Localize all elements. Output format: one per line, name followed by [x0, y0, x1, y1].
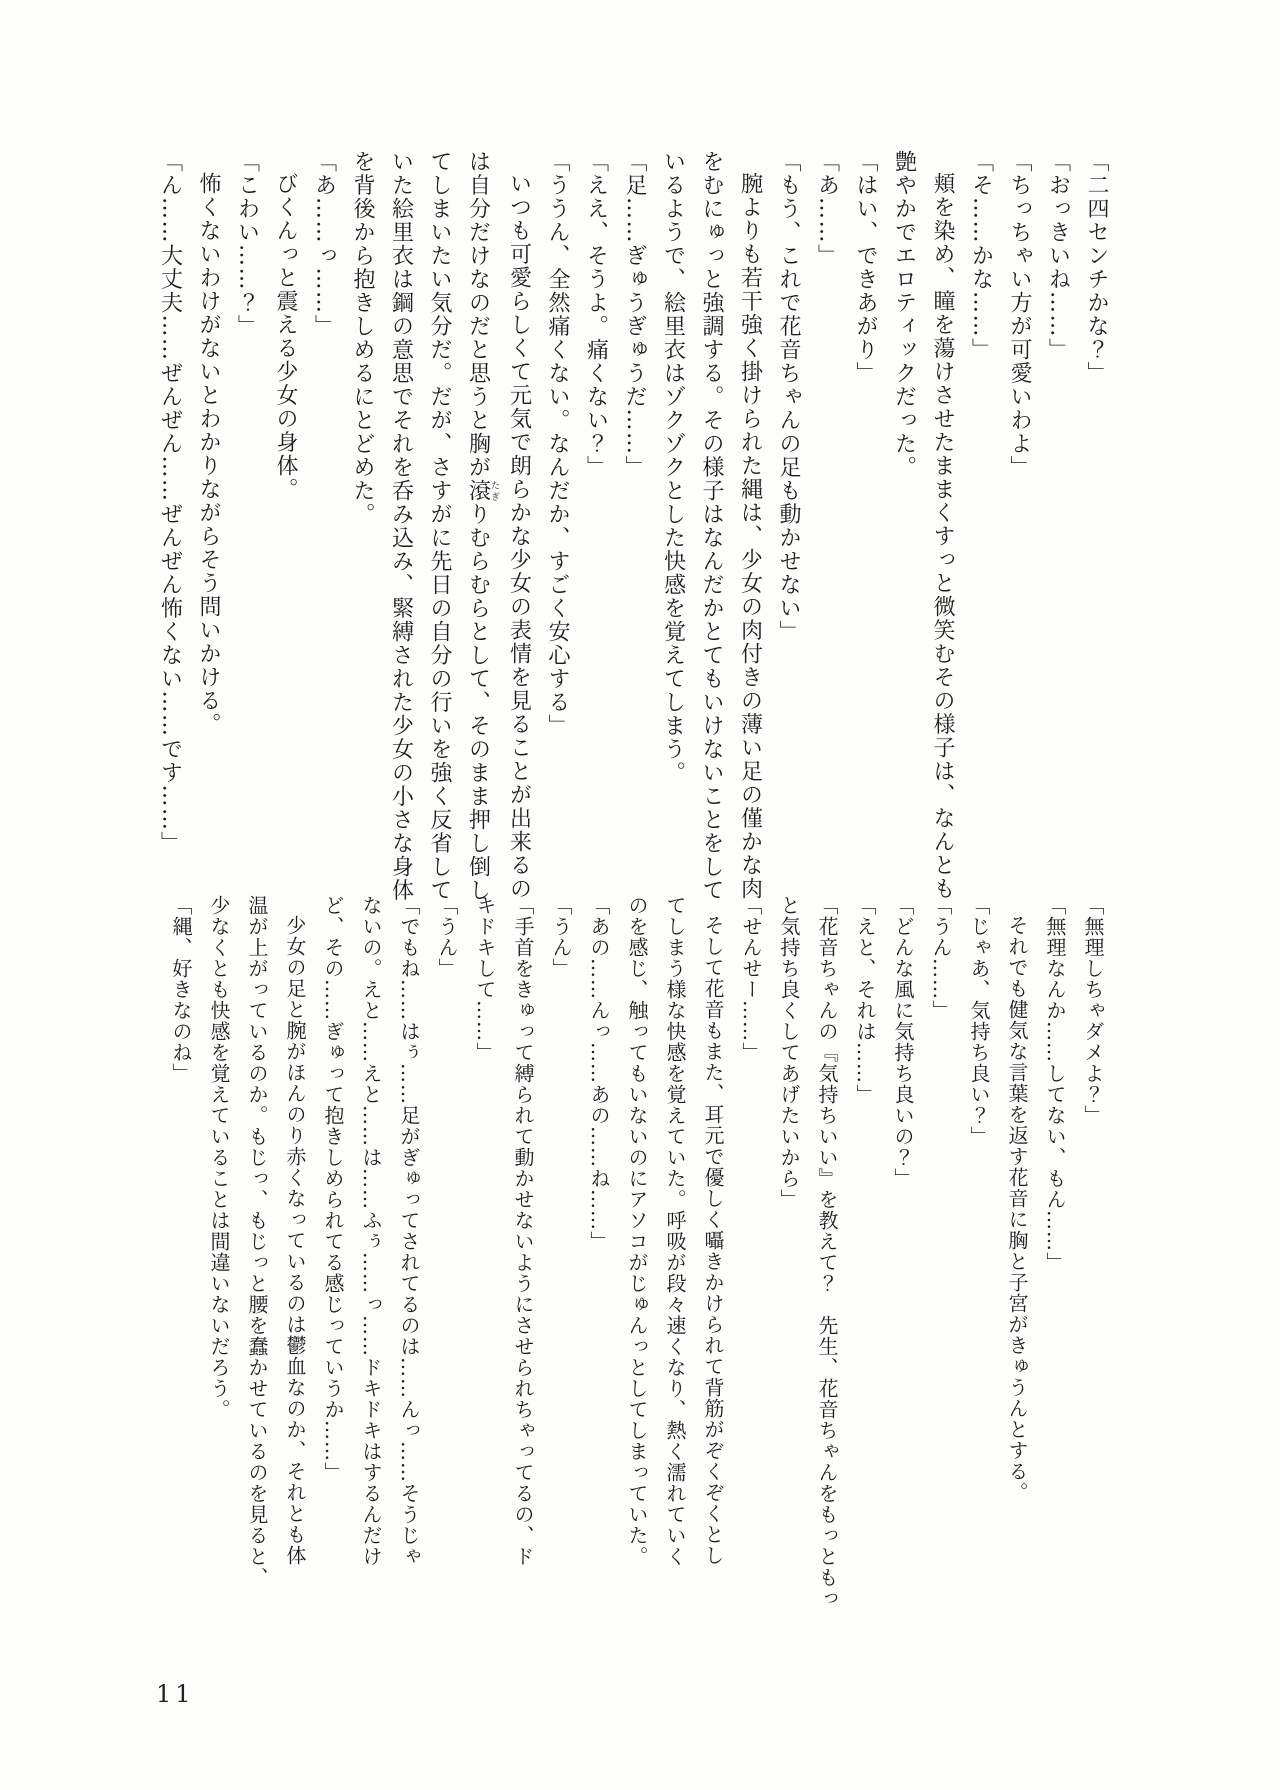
page-number: 11: [156, 1680, 195, 1708]
text-line: 「せんせー……」: [739, 895, 763, 1063]
text-line: 「花音ちゃんの『気持ちいい』を教えて？ 先生、花音ちゃんをもっともっ: [815, 895, 839, 1609]
text-line: 「こわい……？」: [234, 150, 260, 338]
text-line: 艶やかでエロティックだった。: [891, 150, 917, 479]
text-line: びくんっと震える少女の身体。: [273, 172, 298, 501]
text-line: 怖くないわけがないとわかりながらそう問いかける。: [196, 172, 221, 736]
text-line: てしまう様な快感を覚えていた。呼吸が段々速くなり、熱く濡れていく: [663, 895, 687, 1567]
text-line: ど、その……ぎゅって抱きしめられてる感じっていうか……」: [321, 895, 345, 1483]
text-line: いるようで、絵里衣はゾクゾクとした快感を覚えてしまう。: [660, 150, 686, 785]
text-line: いた絵里衣は鋼の意思でそれを呑み込み、緊縛された少女の小さな身体: [388, 150, 414, 902]
text-line: 「うん……」: [929, 895, 953, 1021]
text-line: 「無理しちゃダメよ？」: [1081, 895, 1105, 1126]
text-line: 少女の足と腕がほんのり赤くなっているのは鬱血なのか、それとも体: [283, 915, 307, 1566]
text-line: 「ええ、そうよ。痛くない？」: [583, 150, 609, 479]
text-line: てしまいたい気分だ。だが、さすがに先日の自分の行いを強く反省して: [427, 150, 452, 902]
text-line: のを感じ、触ってもいないのにアソコがじゅんっとしてしまっていた。: [625, 895, 649, 1567]
text-line: それでも健気な言葉を返す花音に胸と子宮がきゅうんとする。: [1005, 915, 1029, 1503]
text-line: と気持ち良くしてあげたいから」: [777, 895, 801, 1210]
text-line: 「おっきいね……」: [1045, 150, 1071, 362]
text-line: 「はい、できあがり」: [853, 150, 878, 385]
text-block-bottom: [162, 895, 1112, 1621]
text-line: 「もう、これで花音ちゃんの足も動かせない」: [776, 150, 801, 644]
text-line: をむにゅっと強調する。その様子はなんだかとてもいけないことをして: [699, 150, 724, 902]
text-line: 「ちっちゃい方が可愛いわよ」: [1007, 150, 1032, 479]
text-line: 「無理なんか……してない、もん……」: [1043, 895, 1067, 1273]
text-line: いつも可愛らしくて元気で朗らかな少女の表情を見ることが出来るの: [506, 172, 532, 901]
text-block-top: [150, 150, 1115, 940]
text-line: 「どんな風に気持ち良いの？」: [891, 895, 915, 1189]
text-line: 「えと、それは……」: [853, 895, 877, 1105]
text-line: 腕よりも若干強く掛けられた縄は、少女の肉付きの薄い足の僅かな肉: [737, 172, 763, 901]
text-line: 温が上がっているのか。もじっ、もじっと腰を蠢かせているのを見ると、: [245, 895, 269, 1588]
text-line: 「うん」: [549, 895, 573, 979]
text-line: 「二四センチかな？」: [1084, 150, 1109, 385]
text-line: 「あの……んっ……あの……ね……」: [587, 895, 611, 1252]
text-line: 頬を染め、瞳を蕩けさせたままくすっと微笑むその様子は、なんとも: [930, 172, 955, 901]
text-line: キドキして……」: [473, 895, 497, 1063]
text-line: 少なくとも快感を覚えていることは間違いないだろう。: [207, 895, 231, 1420]
text-line: 「縄、好きなのね」: [169, 895, 193, 1084]
text-line: 「あ……」: [814, 150, 840, 268]
text-line: 「じゃあ、気持ち良い？」: [967, 895, 991, 1147]
text-line: 「うん」: [435, 895, 459, 979]
text-line: そして花音もまた、耳元で優しく囁きかけられて背筋がぞくぞくとし: [701, 915, 725, 1566]
text-line: 「あ……っ……」: [311, 150, 337, 338]
text-line: を背後から抱きしめるにとどめた。: [350, 150, 375, 526]
text-line: 「手首をきゅって縛られて動かせないようにさせられちゃってるの、ド: [511, 895, 535, 1567]
text-line: は自分だけなのだと思うと胸が滾たぎりむらむらとして、そのまま押し倒し: [465, 150, 499, 902]
text-line: 「ううん、全然痛くない。なんだか、すごく安心する」: [545, 150, 570, 738]
text-line: ないの。えと……えと……は……ふぅ……っ……ドキドキはするんだけ: [359, 895, 383, 1567]
text-line: 「ん……大丈夫……ぜんぜん……ぜんぜん怖くない……です……」: [157, 150, 183, 855]
text-line: 「そ……かな……」: [968, 150, 994, 362]
text-line: 「足……ぎゅうぎゅうだ……」: [622, 150, 647, 479]
text-line: 「でもね……はぅ……足がぎゅってされてるのは……んっ……そうじゃ: [397, 895, 421, 1567]
